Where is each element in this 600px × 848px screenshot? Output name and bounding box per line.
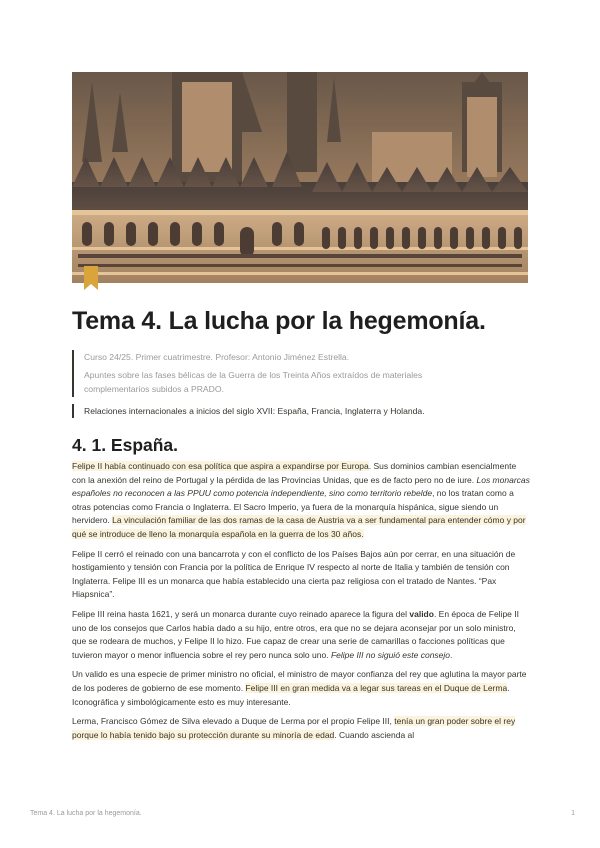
- paragraph: [72, 668, 530, 709]
- highlighted-text: La vinculación familiar de las dos ramas de la casa de Austria va a ser fundamental para entender cómo y por qué se introduce de lleno la monarquía española en la guerra de los 30 años.: [72, 515, 526, 539]
- paragraph: [72, 608, 530, 662]
- highlighted-text: Felipe II había continuado con esa política que aspira a expandirse por Europa: [72, 461, 369, 471]
- body-text: [72, 460, 530, 748]
- text-run: . En época de Felipe II uno de los consejos que Carlos había dado a su hijo, entre otros, era que no se dejara aconsejar por un solo ministro, que se rodeara de muchos, y Felipe II lo hizo. Fue capaz de crear una serie de camarillas o facciones políticas que tuvieron mayor o menor influencia sobre el rey pero nunca solo uno.: [72, 608, 519, 660]
- text-run: Felipe III reina hasta 1621, y será un monarca durante cuyo reinado aparece la figura del: [72, 608, 410, 619]
- text-run: . Cuando ascienda al: [334, 729, 415, 740]
- highlighted-text: Felipe III en gran medida va a legar sus tareas en el Duque de Lerma: [245, 682, 508, 693]
- text-run: Un valido es una especie de primer ministro no oficial, el ministro de mayor confianza del rey que aglutina la mayor parte de los poderes de gobierno de ese momento.: [72, 669, 527, 693]
- page-title: Tema 4. La lucha por la hegemonía.: [72, 307, 486, 335]
- topic-quote: Relaciones internacionales a inicios del siglo XVII: España, Francia, Inglaterra y Holanda.: [72, 404, 514, 418]
- text-run: . Sus dominios cambian esencialmente con la anexión del reino de Portugal y la pérdida de las Provincias Unidas, que es de facto pero no de iure.: [72, 461, 517, 485]
- course-info-line: Curso 24/25. Primer cuatrimestre. Profesor: Antonio Jiménez Estrella.: [84, 352, 350, 362]
- cover-image: [72, 72, 528, 283]
- bookmark-icon: [84, 266, 98, 290]
- italic-text: Felipe III no siguió este consejo: [330, 649, 451, 660]
- text-run: Lerma, Francisco Gómez de Silva elevado a Duque de Lerma por el propio Felipe III,: [72, 716, 395, 727]
- highlighted-text: tenía un gran poder sobre el rey porque lo había tenido bajo su protección durante su minoría de edad: [72, 716, 516, 740]
- course-info-quote: [72, 350, 484, 397]
- paragraph: Felipe II cerró el reinado con una bancarrota y con el conflicto de los Países Bajos aún por cerrar, en una situación de hostigamiento y tensión con Francia por la política de Enrique IV respecto al norte de Italia y también de tensión con Inglaterra. Felipe III es un monarca que había establecido una cierta paz religiosa con el tratado de Nantes. “Pax Hiapsnica”.: [72, 548, 516, 600]
- section-heading: 4. 1. España.: [72, 435, 179, 455]
- bold-text: valido: [409, 608, 434, 619]
- italic-text: Los monarcas españoles no reconocen a las PPUU como potencia independiente, sino como territorio rebelde: [72, 474, 530, 499]
- footer-title: Tema 4. La lucha por la hegemonía.: [30, 810, 142, 817]
- paragraph: [72, 715, 530, 742]
- page-footer: [30, 810, 575, 817]
- text-run: .: [450, 649, 453, 660]
- text-run: . Iconográfica y simbológicamente esto es muy interesante.: [72, 682, 510, 707]
- course-notes-line: Apuntes sobre las fases bélicas de la Guerra de los Treinta Años extraídos de materiales complementarios subidos a PRADO.: [84, 369, 423, 394]
- text-run: , no los tratan como a otras potencias como Francia o Inglaterra. El Sacro Imperio, ya fuera de la monarquía hispánica, sigue siendo un hervidero.: [72, 488, 514, 526]
- paragraph: [72, 460, 530, 542]
- page-number: 1: [571, 810, 575, 817]
